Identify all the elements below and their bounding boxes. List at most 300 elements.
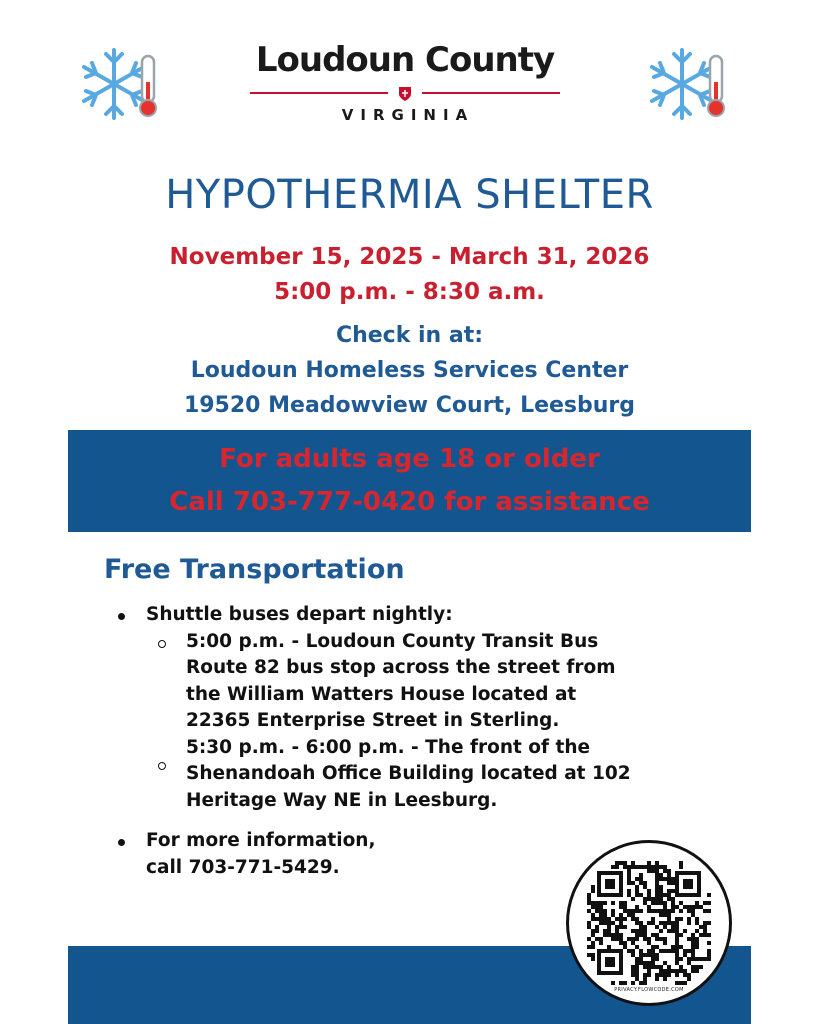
qr-module xyxy=(663,949,667,953)
qr-module xyxy=(675,957,679,961)
qr-module xyxy=(655,957,659,961)
qr-module xyxy=(603,909,607,913)
qr-module xyxy=(707,941,711,945)
qr-module xyxy=(691,909,695,913)
qr-module xyxy=(595,905,599,909)
qr-module xyxy=(631,917,635,921)
qr-module xyxy=(659,949,663,953)
qr-module xyxy=(611,909,615,913)
page-title: HYPOTHERMIA SHELTER xyxy=(165,172,654,218)
qr-module xyxy=(647,897,651,901)
qr-module xyxy=(631,913,635,917)
qr-module xyxy=(659,913,663,917)
qr-module xyxy=(651,897,655,901)
qr-module xyxy=(643,881,647,885)
qr-module xyxy=(635,921,639,925)
qr-module xyxy=(631,865,635,869)
qr-module xyxy=(651,949,655,953)
qr-module xyxy=(679,933,683,937)
qr-module xyxy=(587,897,591,901)
qr-module xyxy=(599,901,603,905)
qr-module xyxy=(627,865,631,869)
qr-module xyxy=(611,981,615,985)
qr-module xyxy=(655,877,659,881)
qr-module xyxy=(639,957,643,961)
qr-module xyxy=(655,869,659,873)
qr-module xyxy=(623,945,627,949)
qr-module xyxy=(683,953,687,957)
qr-module xyxy=(643,981,647,985)
qr-module xyxy=(643,965,647,969)
qr-module xyxy=(655,953,659,957)
qr-module xyxy=(691,905,695,909)
qr-module xyxy=(647,961,651,965)
qr-module xyxy=(587,921,591,925)
qr-module xyxy=(675,973,679,977)
qr-module xyxy=(675,937,679,941)
qr-module xyxy=(671,905,675,909)
qr-module xyxy=(607,945,611,949)
qr-module xyxy=(643,925,647,929)
qr-module xyxy=(635,945,639,949)
qr-module xyxy=(611,937,615,941)
qr-module xyxy=(631,965,635,969)
qr-module xyxy=(647,941,651,945)
qr-module xyxy=(647,965,651,969)
qr-module xyxy=(619,917,623,921)
qr-module xyxy=(687,937,691,941)
list-item-stop-2 xyxy=(118,735,678,815)
qr-module xyxy=(667,909,671,913)
qr-module xyxy=(619,981,623,985)
qr-module xyxy=(687,917,691,921)
qr-module xyxy=(695,965,699,969)
qr-module xyxy=(675,933,679,937)
qr-module xyxy=(667,893,671,897)
qr-module xyxy=(647,953,651,957)
qr-module xyxy=(679,909,683,913)
qr-module xyxy=(655,901,659,905)
qr-module xyxy=(695,969,699,973)
section-title-transportation: Free Transportation xyxy=(104,554,405,585)
qr-module xyxy=(591,917,595,921)
qr-module xyxy=(703,925,707,929)
qr-module xyxy=(663,961,667,965)
qr-module xyxy=(707,933,711,937)
qr-module xyxy=(655,865,659,869)
qr-module xyxy=(667,973,671,977)
qr-module xyxy=(647,909,651,913)
qr-module xyxy=(663,925,667,929)
qr-module xyxy=(631,937,635,941)
list-item-stop-1 xyxy=(118,629,678,735)
qr-module xyxy=(667,913,671,917)
qr-module xyxy=(627,881,631,885)
qr-module xyxy=(643,885,647,889)
qr-module xyxy=(679,861,683,865)
qr-module xyxy=(639,865,643,869)
qr-module xyxy=(647,937,651,941)
qr-module xyxy=(643,961,647,965)
qr-module xyxy=(647,949,651,953)
qr-module xyxy=(703,921,707,925)
qr-module xyxy=(587,893,591,897)
qr-module xyxy=(659,973,663,977)
qr-module xyxy=(623,917,627,921)
qr-module xyxy=(687,905,691,909)
qr-module xyxy=(687,949,691,953)
qr-module xyxy=(611,901,615,905)
qr-module xyxy=(655,889,659,893)
qr-module xyxy=(635,905,639,909)
qr-module xyxy=(663,937,667,941)
stop-1-line-1: 5:00 p.m. - Loudoun County Transit Bus xyxy=(186,630,599,652)
qr-module xyxy=(675,961,679,965)
qr-module xyxy=(587,925,591,929)
qr-module xyxy=(603,901,607,905)
qr-module xyxy=(651,909,655,913)
qr-module xyxy=(675,929,679,933)
qr-module xyxy=(707,953,711,957)
qr-module xyxy=(623,861,627,865)
qr-module xyxy=(655,977,659,981)
stop-2-line-2: Shenandoah Office Building located at 102 xyxy=(186,763,631,784)
qr-module xyxy=(599,937,603,941)
qr-module xyxy=(587,953,591,957)
qr-module xyxy=(595,917,599,921)
qr-module xyxy=(671,889,675,893)
qr-module xyxy=(639,933,643,937)
qr-module xyxy=(667,917,671,921)
qr-module xyxy=(635,937,639,941)
stop-2-line-3: Heritage Way NE in Leesburg. xyxy=(186,789,498,811)
qr-module xyxy=(671,969,675,973)
qr-module xyxy=(647,869,651,873)
qr-module xyxy=(667,881,671,885)
qr-module xyxy=(591,885,595,889)
qr-module xyxy=(699,957,703,961)
qr-module xyxy=(675,969,679,973)
qr-module xyxy=(599,909,603,913)
qr-module xyxy=(651,865,655,869)
qr-module xyxy=(671,901,675,905)
qr-module xyxy=(591,929,595,933)
qr-module xyxy=(667,949,671,953)
qr-module xyxy=(603,917,607,921)
qr-module xyxy=(667,873,671,877)
qr-module xyxy=(651,921,655,925)
qr-module xyxy=(623,909,627,913)
qr-module xyxy=(607,925,611,929)
qr-module xyxy=(611,921,615,925)
transport-list xyxy=(118,602,678,881)
qr-module xyxy=(643,929,647,933)
qr-module xyxy=(591,933,595,937)
qr-module xyxy=(663,893,667,897)
qr-module xyxy=(663,869,667,873)
qr-module xyxy=(663,973,667,977)
qr-module xyxy=(651,901,655,905)
qr-module xyxy=(631,941,635,945)
qr-module xyxy=(643,933,647,937)
qr-module xyxy=(691,953,695,957)
qr-module xyxy=(595,937,599,941)
qr-module xyxy=(587,901,591,905)
qr-module xyxy=(587,937,591,941)
qr-module xyxy=(619,905,623,909)
stop-1-line-4: 22365 Enterprise Street in Sterling. xyxy=(186,710,560,731)
qr-module xyxy=(591,889,595,893)
snowflake-thermometer-icon xyxy=(648,42,732,126)
qr-module xyxy=(603,913,607,917)
qr-module xyxy=(695,945,699,949)
qr-module xyxy=(703,929,707,933)
qr-module xyxy=(591,953,595,957)
qr-module xyxy=(671,897,675,901)
qr-module xyxy=(587,945,591,949)
qr-module xyxy=(627,949,631,953)
snowflake-thermometer-icon xyxy=(80,42,164,126)
qr-module xyxy=(615,925,619,929)
qr-module xyxy=(659,889,663,893)
logo-subtitle: VIRGINIA xyxy=(341,106,475,124)
qr-module xyxy=(595,909,599,913)
qr-module xyxy=(675,905,679,909)
qr-module xyxy=(627,909,631,913)
qr-module xyxy=(603,921,607,925)
qr-module xyxy=(635,889,639,893)
qr-module xyxy=(667,969,671,973)
qr-module xyxy=(647,921,651,925)
notice-phone: Call 703-777-0420 for assistance xyxy=(169,487,650,517)
qr-code[interactable] xyxy=(566,840,732,1006)
qr-module xyxy=(667,965,671,969)
qr-module xyxy=(699,925,703,929)
more-info-line-1: For more information, xyxy=(146,830,376,851)
qr-module xyxy=(631,949,635,953)
qr-module xyxy=(627,893,631,897)
qr-module xyxy=(655,933,659,937)
qr-module xyxy=(631,973,635,977)
qr-module xyxy=(623,981,627,985)
schedule-hours: 5:00 p.m. - 8:30 a.m. xyxy=(274,279,545,305)
qr-module xyxy=(667,869,671,873)
qr-module xyxy=(615,937,619,941)
qr-module xyxy=(683,929,687,933)
qr-module xyxy=(707,921,711,925)
qr-module xyxy=(667,921,671,925)
qr-module xyxy=(595,925,599,929)
qr-module xyxy=(631,969,635,973)
qr-module xyxy=(619,861,623,865)
qr-module xyxy=(599,917,603,921)
qr-module xyxy=(627,913,631,917)
qr-module xyxy=(707,957,711,961)
qr-module xyxy=(703,901,707,905)
qr-module xyxy=(659,965,663,969)
qr-module xyxy=(643,897,647,901)
qr-module xyxy=(659,969,663,973)
qr-module xyxy=(651,917,655,921)
qr-module xyxy=(615,917,619,921)
qr-module xyxy=(643,937,647,941)
qr-module xyxy=(663,913,667,917)
qr-module xyxy=(695,941,699,945)
qr-module xyxy=(647,969,651,973)
qr-module xyxy=(671,949,675,953)
qr-module xyxy=(671,945,675,949)
qr-module xyxy=(619,921,623,925)
qr-module xyxy=(691,949,695,953)
county-logo xyxy=(240,40,570,124)
qr-module xyxy=(683,981,687,985)
qr-module xyxy=(687,973,691,977)
qr-module xyxy=(615,933,619,937)
qr-module xyxy=(615,861,619,865)
qr-module xyxy=(687,957,691,961)
qr-module xyxy=(667,897,671,901)
qr-module xyxy=(671,921,675,925)
qr-module xyxy=(687,961,691,965)
qr-module xyxy=(635,893,639,897)
qr-module xyxy=(655,973,659,977)
qr-module xyxy=(675,945,679,949)
qr-module xyxy=(659,897,663,901)
qr-module xyxy=(639,981,643,985)
qr-module xyxy=(707,893,711,897)
qr-module xyxy=(659,937,663,941)
qr-module xyxy=(627,869,631,873)
qr-module xyxy=(679,945,683,949)
qr-module xyxy=(691,957,695,961)
schedule xyxy=(0,240,819,310)
qr-module xyxy=(627,937,631,941)
qr-module xyxy=(631,881,635,885)
qr-module xyxy=(619,937,623,941)
qr-module xyxy=(659,877,663,881)
qr-module xyxy=(623,925,627,929)
qr-module xyxy=(699,933,703,937)
qr-module xyxy=(659,921,663,925)
qr-module xyxy=(639,877,643,881)
qr-module xyxy=(703,957,707,961)
qr-module xyxy=(663,877,667,881)
qr-module xyxy=(655,881,659,885)
qr-module xyxy=(659,865,663,869)
qr-module xyxy=(651,965,655,969)
qr-module xyxy=(595,901,599,905)
qr-module xyxy=(635,933,639,937)
qr-module xyxy=(707,901,711,905)
qr-module xyxy=(591,913,595,917)
qr-module xyxy=(659,909,663,913)
qr-module xyxy=(631,897,635,901)
qr-module xyxy=(591,957,595,961)
qr-module xyxy=(655,937,659,941)
qr-module xyxy=(599,913,603,917)
schedule-dates: November 15, 2025 - March 31, 2026 xyxy=(169,244,650,270)
qr-module xyxy=(679,957,683,961)
qr-module xyxy=(639,921,643,925)
qr-module xyxy=(635,957,639,961)
qr-module xyxy=(683,973,687,977)
more-info-line-2: call 703-771-5429. xyxy=(146,856,340,878)
qr-module xyxy=(591,945,595,949)
qr-module xyxy=(591,905,595,909)
qr-module xyxy=(599,921,603,925)
qr-module xyxy=(675,925,679,929)
qr-module xyxy=(615,865,619,869)
qr-module xyxy=(655,873,659,877)
qr-module xyxy=(651,953,655,957)
qr-module xyxy=(679,901,683,905)
qr-module xyxy=(671,929,675,933)
qr-module xyxy=(639,961,643,965)
qr-module xyxy=(651,869,655,873)
qr-module xyxy=(591,941,595,945)
checkin-label: Check in at: xyxy=(335,323,484,348)
qr-module xyxy=(675,921,679,925)
qr-module xyxy=(695,917,699,921)
qr-module xyxy=(647,905,651,909)
qr-module xyxy=(623,901,627,905)
qr-module xyxy=(643,865,647,869)
qr-module xyxy=(671,925,675,929)
qr-module xyxy=(655,861,659,865)
list-item-shuttle xyxy=(118,602,678,629)
qr-module xyxy=(607,933,611,937)
stop-1-line-3: the William Watters House located at xyxy=(186,683,577,705)
notice-eligibility: For adults age 18 or older xyxy=(219,444,600,474)
qr-module xyxy=(639,953,643,957)
qr-module xyxy=(603,929,607,933)
qr-module xyxy=(635,865,639,869)
qr-module xyxy=(655,925,659,929)
qr-module xyxy=(687,921,691,925)
qr-module xyxy=(707,949,711,953)
qr-module xyxy=(663,977,667,981)
qr-module xyxy=(703,933,707,937)
qr-module xyxy=(651,933,655,937)
qr-module xyxy=(663,941,667,945)
qr-module xyxy=(599,905,603,909)
qr-module xyxy=(611,913,615,917)
circle-bullet-icon xyxy=(158,762,166,770)
qr-module xyxy=(611,933,615,937)
qr-module xyxy=(675,917,679,921)
qr-module xyxy=(683,949,687,953)
qr-module xyxy=(675,981,679,985)
qr-module xyxy=(691,945,695,949)
qr-module xyxy=(655,965,659,969)
bullet-icon xyxy=(118,613,125,620)
qr-module xyxy=(675,941,679,945)
qr-module xyxy=(647,861,651,865)
qr-module xyxy=(635,965,639,969)
qr-module xyxy=(679,981,683,985)
qr-module xyxy=(639,929,643,933)
qr-module xyxy=(603,933,607,937)
qr-module xyxy=(655,893,659,897)
qr-module xyxy=(639,949,643,953)
qr-module xyxy=(695,921,699,925)
qr-module xyxy=(615,929,619,933)
qr-module xyxy=(643,953,647,957)
qr-module xyxy=(651,957,655,961)
qr-module xyxy=(703,909,707,913)
qr-module xyxy=(599,941,603,945)
checkin-address: 19520 Meadowview Court, Leesburg xyxy=(183,393,636,418)
